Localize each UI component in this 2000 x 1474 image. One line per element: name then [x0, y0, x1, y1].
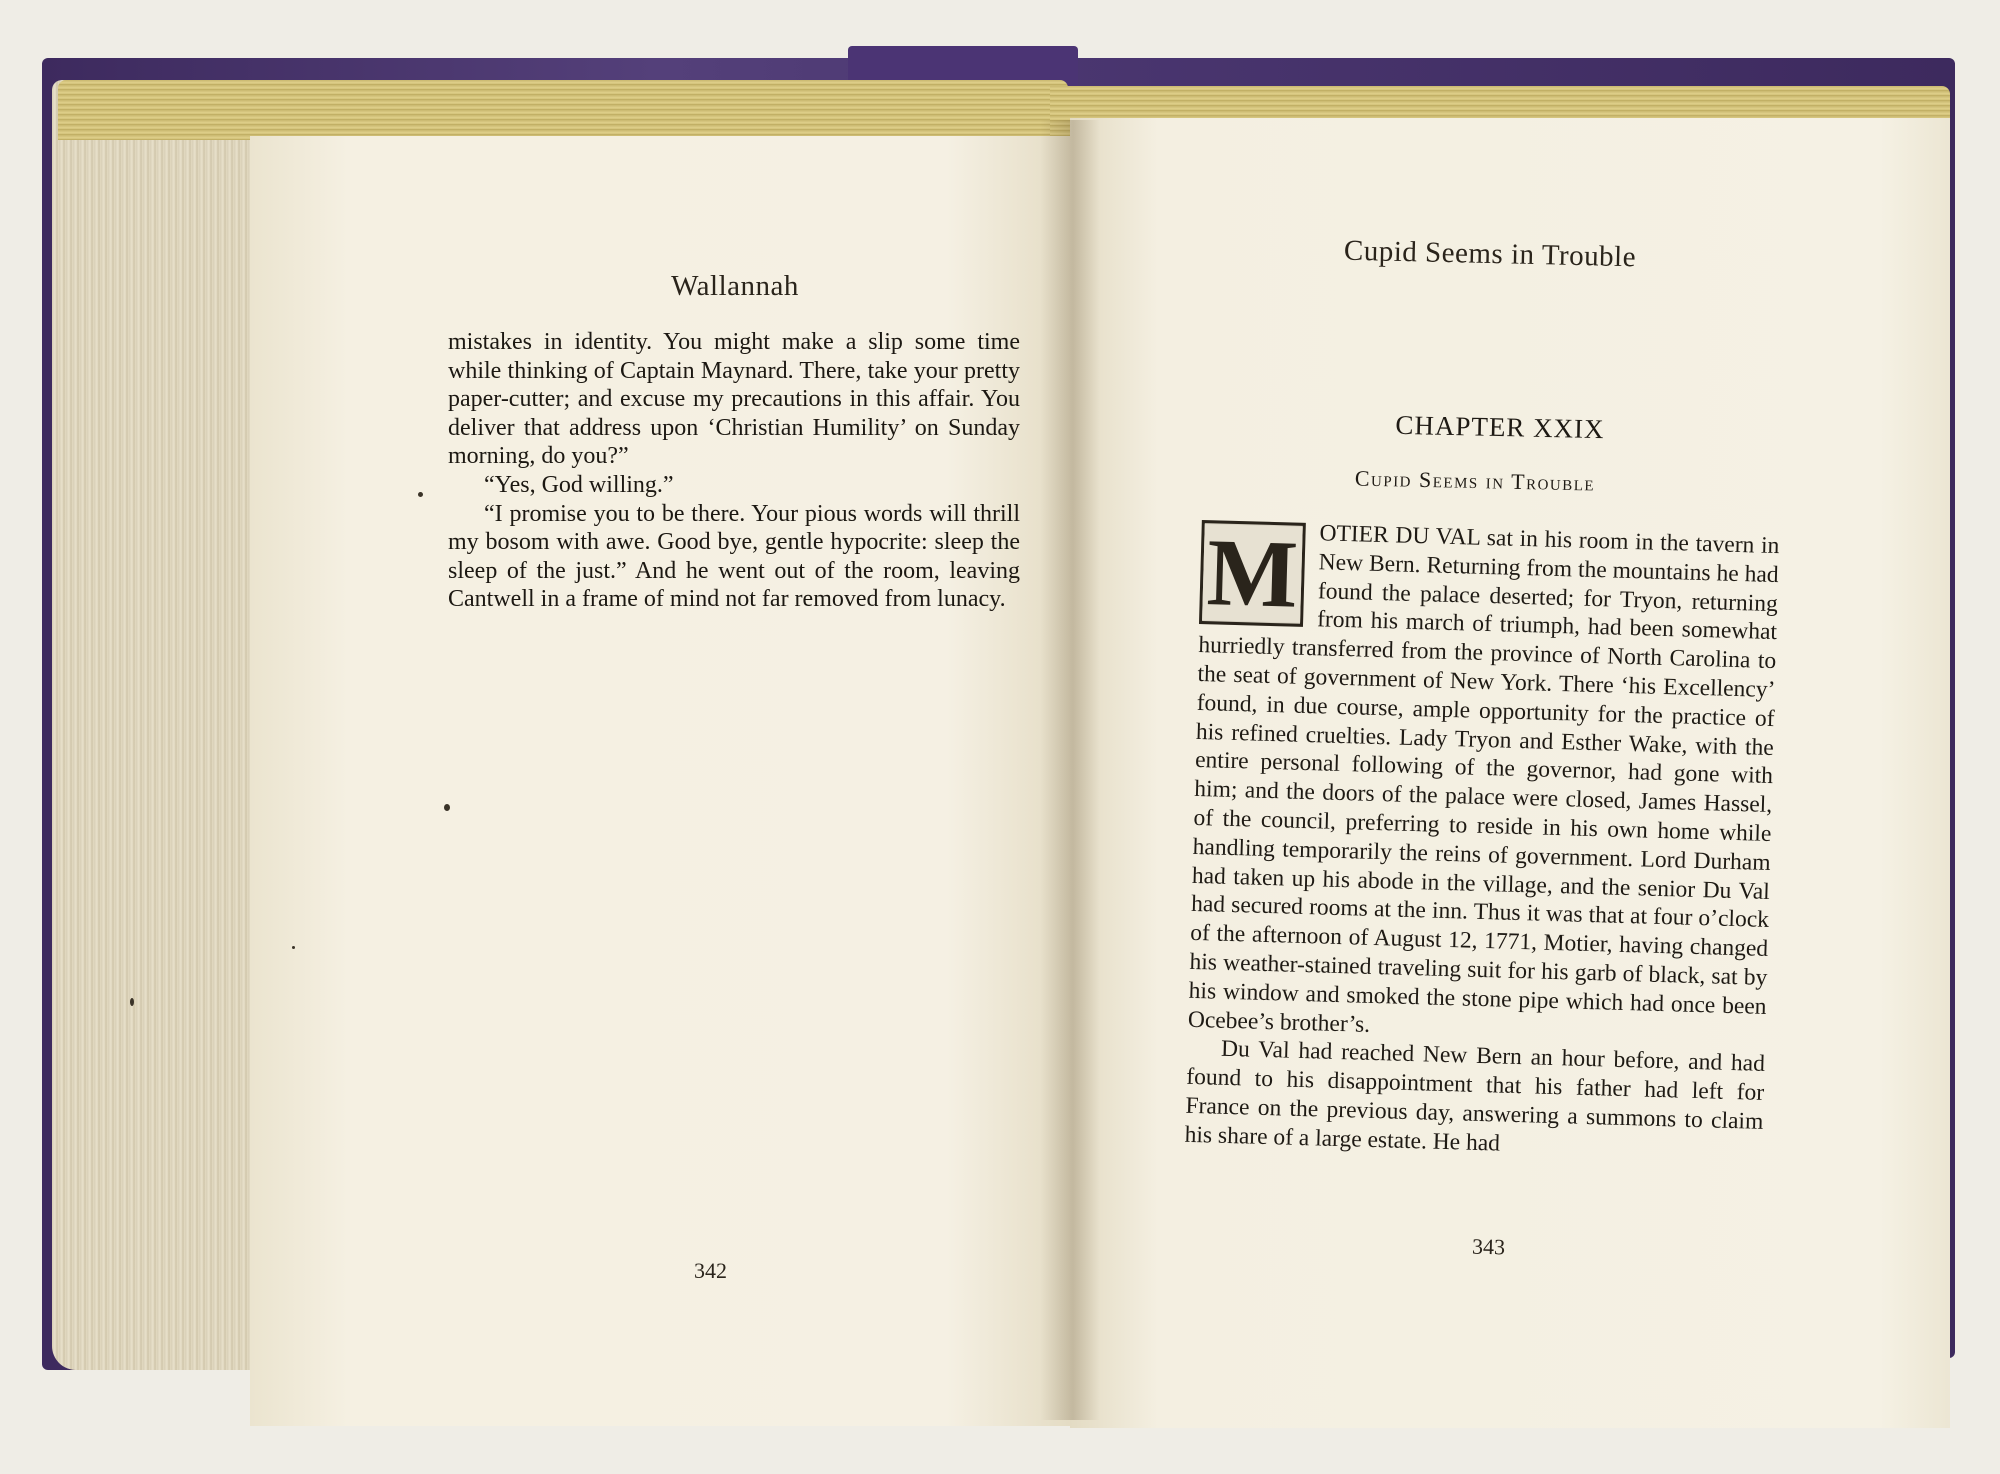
left-paragraph-3: “I promise you to be there. Your pious words will thrill my bosom with awe. Good bye, gentle hypocrite: sleep the sleep of the just.” And he went out of the room, leaving Cantwell in a frame of mind not far removed from lunacy.	[448, 500, 1020, 613]
gilt-edge-left	[58, 80, 1068, 140]
chapter-title: CHAPTER XXIX	[1395, 409, 1605, 445]
gutter-shadow	[1040, 120, 1100, 1420]
left-page-text	[448, 328, 1020, 614]
right-running-head: Cupid Seems in Trouble	[1343, 234, 1637, 274]
right-page-number: 343	[1471, 1233, 1506, 1260]
right-page-text	[1184, 516, 1779, 1165]
paper-speck	[444, 804, 450, 811]
left-paragraph-2: “Yes, God willing.”	[484, 471, 674, 498]
paper-speck	[130, 998, 134, 1006]
drop-cap-ornament	[1199, 520, 1306, 627]
page-edges	[52, 80, 272, 1370]
chapter-subtitle: Cupid Seems in Trouble	[1354, 465, 1596, 496]
paper-speck	[292, 946, 295, 949]
left-paragraph-1: mistakes in identity. You might make a slip some time while thinking of Captain Maynard. There, take your pretty paper-cutter; and excuse my precautions in this affair. You deliver that address upon ‘Christian Humility’ on Sunday morning, do you?”	[448, 329, 1020, 470]
drop-cap-letter: M	[1202, 524, 1303, 623]
paper-speck	[418, 492, 423, 497]
left-page-number: 342	[694, 1258, 727, 1283]
right-paragraph-1	[1188, 516, 1780, 1050]
right-paragraph-1-text: OTIER DU VAL sat in his room in the tavern in New Bern. Returning from the mountains he had found the palace deserted; for Tryon, returning from his march of triumph, had been somewhat hurriedly transferred from the province of North Carolina to the seat of government of New York. There ‘his Excellency’ found, in due course, ample opportunity for the practice of his refined cruelties. Lady Tryon and Esther Wake, with the entire personal following of the governor, had gone with him; and the doors of the palace were closed, James Hassel, of the council, preferring to reside in his own home while handling temporarily the reins of government. Lord Durham had taken up his abode in the village, and the senior Du Val had secured rooms at the inn. Thus it was that at four o’clock of the afternoon of August 12, 1771, Motier, having changed his weather-stained traveling suit for his garb of black, sat by his window and smoked the stone pipe which had once been Ocebee’s brother’s.	[1187, 520, 1780, 1038]
left-running-head: Wallannah	[671, 270, 799, 302]
right-paragraph-2: Du Val had reached New Bern an hour before, and had found to his disappointment that his father had left for France on the previous day, answering a summons to claim his share of a large estate. He had	[1184, 1036, 1766, 1157]
